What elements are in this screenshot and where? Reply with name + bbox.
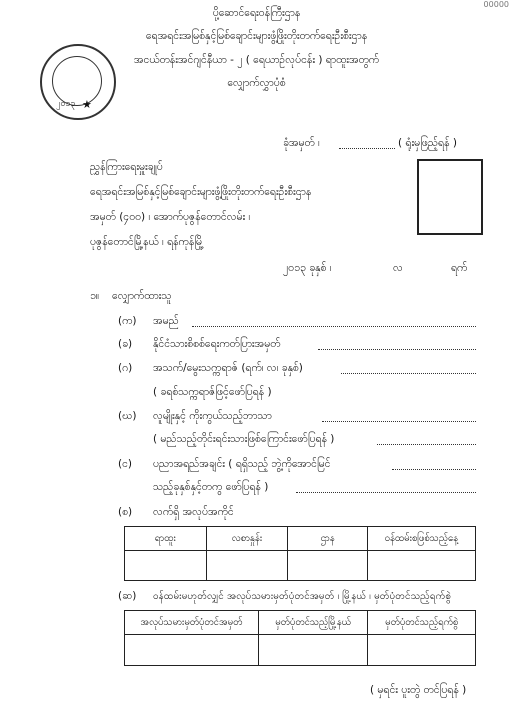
column-header-registration-number: အလုပ်သမားမှတ်ပုံတင်အမှတ် bbox=[125, 611, 259, 635]
section-title: လျှောက်ထားသူ bbox=[112, 290, 172, 302]
column-header-position: ရာထူး bbox=[125, 527, 207, 551]
field-c-number: (ဂ) bbox=[118, 362, 133, 374]
field-a-number: (က) bbox=[118, 315, 137, 327]
roll-number-field[interactable] bbox=[339, 148, 395, 149]
field-d-number: (ဃ) bbox=[118, 410, 137, 422]
field-f-number: (စ) bbox=[118, 506, 133, 518]
field-d-note: ( မည်သည့်တိုင်းရင်းသားဖြစ်ကြောင်းဖော်ပြရန် ) bbox=[153, 433, 335, 445]
section-number: ၁။ bbox=[90, 290, 100, 302]
employment-table bbox=[124, 526, 476, 581]
table-cell[interactable] bbox=[288, 551, 367, 581]
seal-year: ၂၀၁၃ bbox=[56, 99, 76, 109]
form-title: လျှောက်လွှာပုံစံ bbox=[227, 77, 286, 89]
photo-box[interactable] bbox=[417, 159, 483, 235]
date-month: လ bbox=[393, 262, 403, 274]
column-header-department: ဌာန bbox=[288, 527, 367, 551]
table-cell[interactable] bbox=[258, 635, 368, 666]
field-e-label: ပညာအရည်အချင်း ( ရရှိသည့် ဘွဲ့ကိုအောင်မြင် bbox=[153, 458, 331, 470]
addressee-line-4: ပုဇွန်တောင်မြို့နယ် ၊ ရန်ကုန်မြို့ bbox=[90, 236, 204, 248]
field-f-label: လက်ရှိ အလုပ်အကိုင် bbox=[153, 506, 234, 518]
race-religion-field[interactable] bbox=[322, 421, 476, 422]
date-day: ရက် bbox=[451, 262, 468, 274]
column-header-township: မှတ်ပုံတင်သည့်မြို့နယ် bbox=[258, 611, 368, 635]
name-field[interactable] bbox=[192, 326, 476, 327]
addressee-line-3: အမှတ် (၄၀၀) ၊ အောက်ပုဇွန်တောင်လမ်း ၊ bbox=[90, 211, 251, 223]
header-line-3: အငယ်တန်းအင်ဂျင်နီယာ - ၂ ( ရေယာဉ်လုပ်ငန်း ) ရာထူးအတွက် bbox=[133, 54, 380, 66]
ethnicity-field[interactable] bbox=[377, 444, 476, 445]
addressee-line-1: ညွှန်ကြားရေးမှူးချုပ် bbox=[90, 161, 163, 173]
header-line-1: ပို့ဆောင်ရေးဝန်ကြီးဌာန bbox=[212, 7, 301, 19]
field-g-label: ဝန်ထမ်းမဟုတ်လျှင် အလုပ်သမားမှတ်ပုံတင်အမှတ် ၊ မြို့နယ် ၊ မှတ်ပုံတင်သည့်ရက်စွဲ bbox=[153, 591, 451, 602]
roll-office-note: ( ရုံးမှဖြည့်ရန် ) bbox=[398, 137, 457, 149]
column-header-registration-date: မှတ်ပုံတင်သည့်ရက်စွဲ bbox=[368, 611, 476, 635]
roll-label: ခုံအမှတ် ၊ bbox=[283, 137, 320, 149]
education-year-field[interactable] bbox=[296, 492, 476, 493]
corner-mark: 00000 bbox=[483, 0, 509, 9]
table-cell[interactable] bbox=[125, 551, 207, 581]
footer-note: ( မှရင်း ပူးတွဲ တင်ပြရန် ) bbox=[370, 684, 467, 696]
field-g-number: (ဆ) bbox=[118, 590, 137, 602]
table-cell[interactable] bbox=[367, 551, 475, 581]
field-b-number: (ခ) bbox=[118, 338, 133, 350]
column-header-start-date: ဝန်ထမ်းစဖြစ်သည့်နေ့ bbox=[367, 527, 475, 551]
field-c-label: အသက်/မွေးသက္ကရာဇ် (ရက်၊ လ၊ ခုနှစ်) bbox=[153, 362, 303, 374]
field-b-label: နိုင်ငံသားစိစစ်ရေးကတ်ပြားအမှတ် bbox=[153, 338, 281, 350]
field-e-number: (င) bbox=[118, 458, 133, 470]
table-cell[interactable] bbox=[368, 635, 476, 666]
date-year: ၂၀၁၃ ခုနှစ် ၊ bbox=[283, 262, 332, 274]
field-e-note: သည့်ခုနှစ်နှင့်တကွ ဖော်ပြရန် ) bbox=[153, 481, 269, 493]
header-line-2: ရေအရင်းအမြစ်နှင့်မြစ်ချောင်းများဖွံ့ဖြိုးတိုးတက်ရေးဦးစီးဌာန bbox=[145, 30, 368, 42]
addressee-line-2: ရေအရင်းအမြစ်နှင့်မြစ်ချောင်းများဖွံ့ဖြိုးတိုးတက်ရေးဦးစီးဌာန bbox=[90, 186, 312, 198]
nrc-field[interactable] bbox=[318, 349, 476, 350]
field-c-note: ( ခရစ်သက္ကရာဇ်ဖြင့်ဖော်ပြရန် ) bbox=[153, 386, 272, 398]
dob-field[interactable] bbox=[341, 373, 476, 374]
column-header-salary: လစာနှုန်း bbox=[206, 527, 288, 551]
education-field[interactable] bbox=[392, 469, 476, 470]
field-d-label: လူမျိုးနှင့် ကိုးကွယ်သည့်ဘာသာ bbox=[153, 410, 272, 422]
registration-table bbox=[124, 610, 476, 666]
table-cell[interactable] bbox=[125, 635, 259, 666]
table-cell[interactable] bbox=[206, 551, 288, 581]
star-icon: ★ bbox=[82, 98, 92, 111]
field-a-label: အမည် bbox=[153, 315, 179, 327]
